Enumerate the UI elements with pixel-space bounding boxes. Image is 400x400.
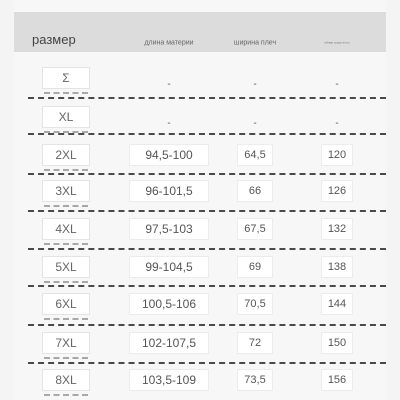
length-value: 103,5-109 [129,369,209,391]
size-label: 5XL [42,256,90,278]
length-value: 100,5-106 [129,293,209,315]
shoulder-value: 73,5 [237,369,273,391]
size-label: Σ [42,67,90,89]
chest-value: - [335,117,339,129]
row-divider-light [44,394,88,396]
row-divider-light [44,169,88,171]
shoulder-value: 67,5 [237,218,273,240]
row-divider-light [44,281,88,283]
size-label: XL [42,106,90,128]
shoulder-value: - [253,117,257,129]
row-divider-light [44,92,88,94]
size-label: 6XL [42,293,90,315]
chest-value: 144 [321,293,353,315]
header-size: размер [32,32,76,47]
row-divider-light [44,205,88,207]
row-divider [28,97,386,99]
row-divider [28,173,386,175]
length-value: 102-107,5 [129,332,209,354]
size-chart [14,0,386,400]
row-divider [28,210,386,212]
shoulder-value: 66 [237,180,273,202]
shoulder-value: 69 [237,256,273,278]
length-value: 96-101,5 [129,180,209,202]
chest-value: 156 [321,369,353,391]
header-length: длина материи [144,39,194,47]
length-value: 99-104,5 [129,256,209,278]
row-divider [28,248,386,250]
length-value: - [167,117,171,129]
size-label: 2XL [42,144,90,166]
chest-value: 150 [321,332,353,354]
size-label: 8XL [42,369,90,391]
length-value: - [167,78,171,90]
chest-value: 126 [321,180,353,202]
chest-value: 138 [321,256,353,278]
size-label: 4XL [42,218,90,240]
table-header [14,12,386,52]
length-value: 97,5-103 [129,218,209,240]
row-divider-light [44,318,88,320]
chest-value: 120 [321,144,353,166]
row-divider [28,362,386,364]
shoulder-value: 72 [237,332,273,354]
chest-value: 132 [321,218,353,240]
row-divider-light [44,243,88,245]
row-divider [28,324,386,326]
size-label: 3XL [42,180,90,202]
shoulder-value: 64,5 [237,144,273,166]
row-divider [28,133,386,135]
shoulder-value: - [253,78,257,90]
header-shoulder: ширина плеч [233,39,277,47]
length-value: 94,5-100 [129,144,209,166]
shoulder-value: 70,5 [237,293,273,315]
row-divider-light [44,357,88,359]
chest-value: - [335,78,339,90]
header-chest: обхват груди этого [324,40,350,45]
row-divider [28,285,386,287]
size-label: 7XL [42,332,90,354]
